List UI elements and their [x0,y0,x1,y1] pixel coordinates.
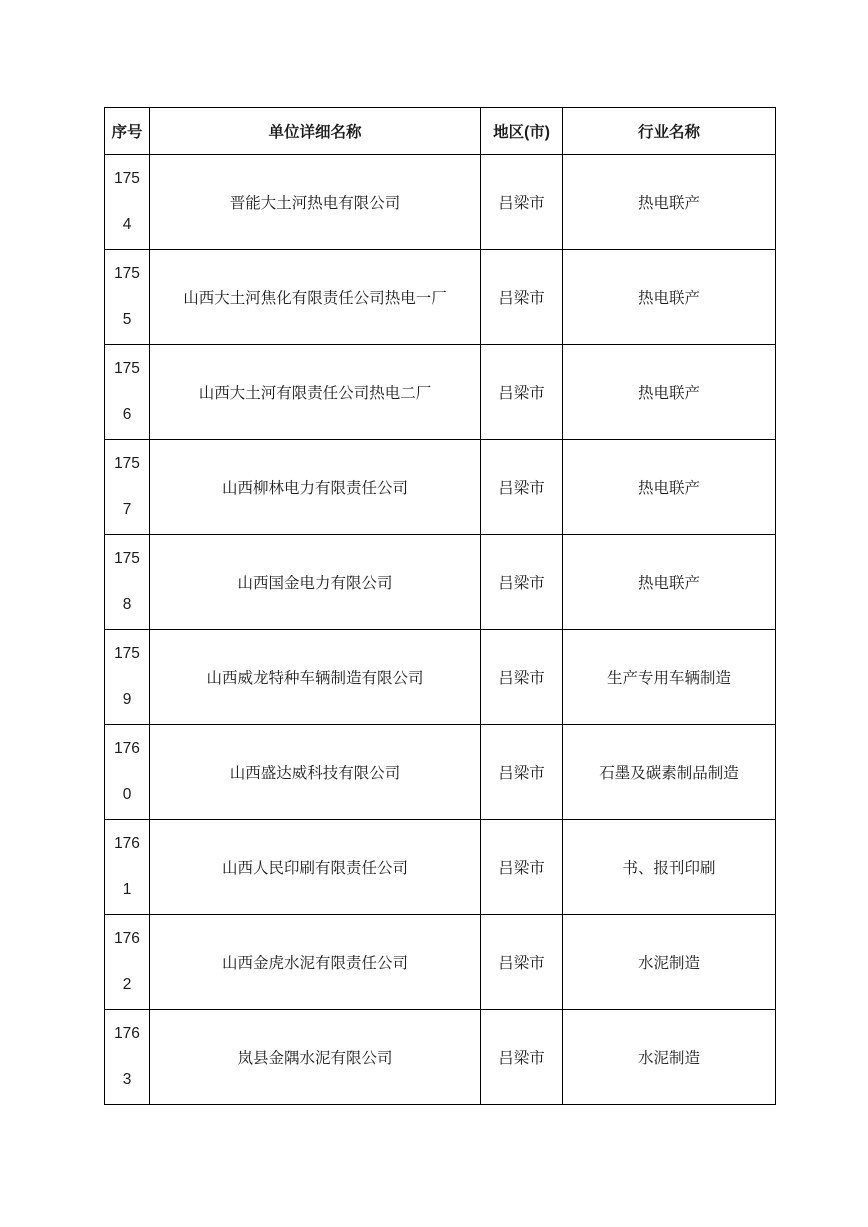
city-cell: 吕梁市 [481,535,563,630]
company-name-cell: 山西金虎水泥有限责任公司 [150,915,481,1010]
city-cell: 吕梁市 [481,250,563,345]
seq-line1: 176 [114,1025,140,1042]
city-cell: 吕梁市 [481,155,563,250]
seq-line1: 175 [114,455,140,472]
column-header-seq: 序号 [105,108,150,155]
industry-cell: 水泥制造 [563,915,776,1010]
company-name-cell: 岚县金隅水泥有限公司 [150,1010,481,1105]
seq-cell [105,535,150,630]
table-row [105,250,776,345]
seq-line2: 1 [122,881,132,898]
industry-cell: 水泥制造 [563,1010,776,1105]
table-row [105,630,776,725]
seq-cell [105,630,150,725]
header-row [105,108,776,155]
seq-line2: 7 [122,501,132,518]
seq-line1: 176 [114,930,140,947]
seq-line2: 8 [122,596,132,613]
company-name-cell: 山西柳林电力有限责任公司 [150,440,481,535]
company-name-cell: 山西大土河有限责任公司热电二厂 [150,345,481,440]
company-name-cell: 山西大土河焦化有限责任公司热电一厂 [150,250,481,345]
seq-line2: 6 [122,406,132,423]
company-name-cell: 晋能大土河热电有限公司 [150,155,481,250]
city-cell: 吕梁市 [481,1010,563,1105]
city-cell: 吕梁市 [481,440,563,535]
table-row [105,155,776,250]
table-row [105,820,776,915]
seq-line2: 0 [122,786,132,803]
seq-line1: 175 [114,360,140,377]
seq-line2: 2 [122,976,132,993]
seq-line1: 175 [114,170,140,187]
company-name-cell: 山西人民印刷有限责任公司 [150,820,481,915]
industry-cell: 热电联产 [563,155,776,250]
city-cell: 吕梁市 [481,345,563,440]
table-row [105,1010,776,1105]
company-name-cell: 山西国金电力有限公司 [150,535,481,630]
industry-cell: 石墨及碳素制品制造 [563,725,776,820]
city-cell: 吕梁市 [481,630,563,725]
seq-cell [105,1010,150,1105]
seq-cell [105,345,150,440]
industry-cell: 生产专用车辆制造 [563,630,776,725]
seq-cell [105,250,150,345]
industry-cell: 热电联产 [563,535,776,630]
city-cell: 吕梁市 [481,725,563,820]
column-header-city: 地区(市) [481,108,563,155]
seq-cell [105,440,150,535]
table-row [105,725,776,820]
seq-line1: 175 [114,265,140,282]
seq-line2: 4 [122,216,132,233]
industry-cell: 热电联产 [563,250,776,345]
company-name-cell: 山西盛达威科技有限公司 [150,725,481,820]
seq-cell [105,915,150,1010]
industry-cell: 热电联产 [563,345,776,440]
seq-line1: 175 [114,645,140,662]
company-table [104,107,776,1105]
column-header-company: 单位详细名称 [150,108,481,155]
table-row [105,345,776,440]
seq-line1: 175 [114,550,140,567]
table-row [105,535,776,630]
seq-line1: 176 [114,835,140,852]
table-row [105,440,776,535]
table-row [105,915,776,1010]
seq-cell [105,820,150,915]
seq-line2: 3 [122,1071,132,1088]
city-cell: 吕梁市 [481,915,563,1010]
seq-line2: 9 [122,691,132,708]
column-header-industry: 行业名称 [563,108,776,155]
company-name-cell: 山西威龙特种车辆制造有限公司 [150,630,481,725]
city-cell: 吕梁市 [481,820,563,915]
seq-cell [105,725,150,820]
industry-cell: 书、报刊印刷 [563,820,776,915]
seq-line2: 5 [122,311,132,328]
industry-cell: 热电联产 [563,440,776,535]
seq-cell [105,155,150,250]
seq-line1: 176 [114,740,140,757]
